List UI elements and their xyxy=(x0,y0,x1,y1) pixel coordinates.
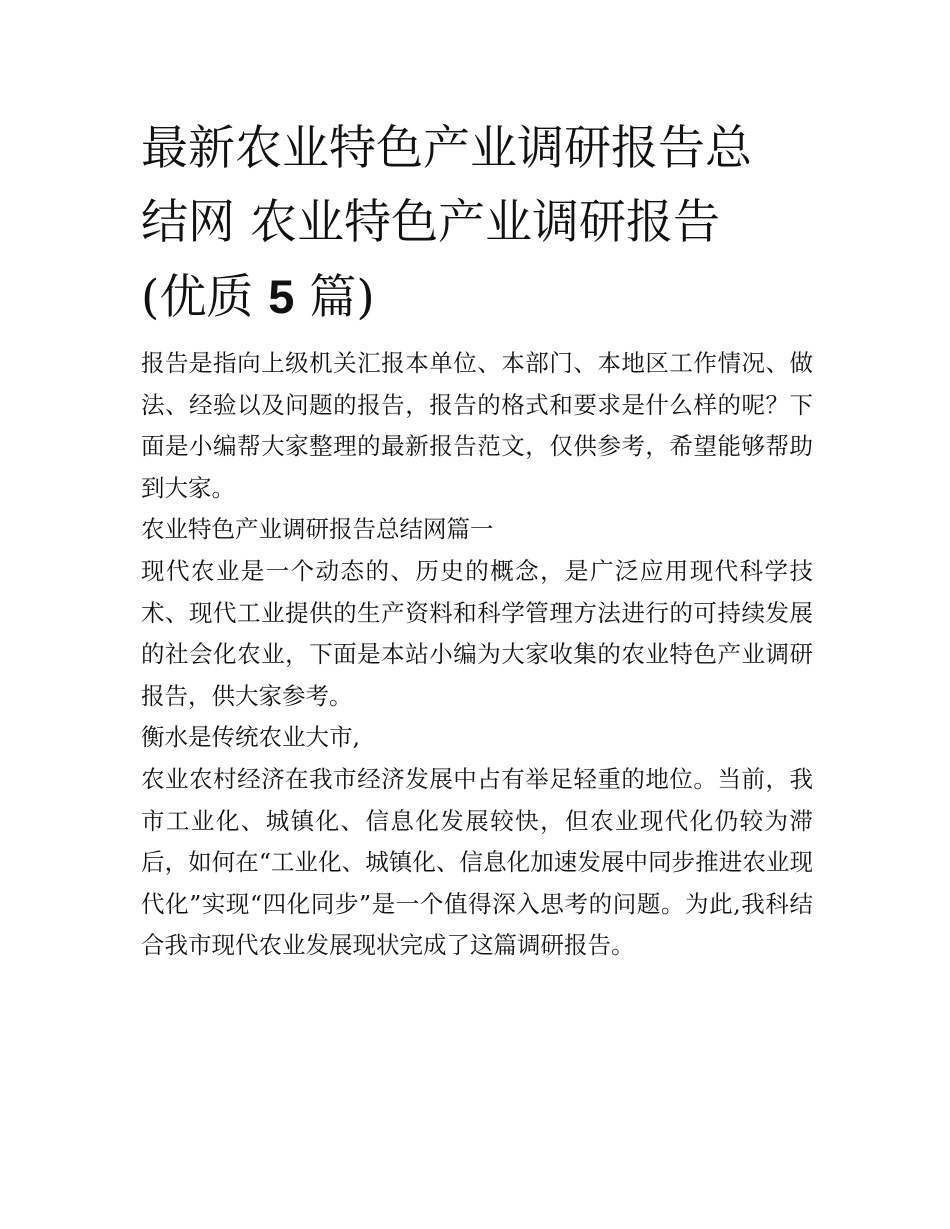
document-page xyxy=(141,112,813,967)
section-paragraph-3: 农业农村经济在我市经济发展中占有举足轻重的地位。当前，我市工业化、城镇化、信息化发展较快，但农业现代化仍较为滞后，如何在“工业化、城镇化、信息化加速发展中同步推进农业现代化”实现“四化同步”是一个值得深入思考的问题。为此,我科结合我市现代农业发展现状完成了这篇调研报告。 xyxy=(141,764,813,960)
title-line-3-prefix: (优质 xyxy=(141,270,269,325)
title-count: 5 xyxy=(268,270,295,323)
document-title xyxy=(141,112,813,335)
title-line-2: 结网 农业特色产业调研报告 xyxy=(141,195,720,250)
section-heading: 农业特色产业调研报告总结网篇一 xyxy=(141,515,494,544)
title-line-1: 最新农业特色产业调研报告总 xyxy=(141,121,752,176)
section-paragraph-2: 衡水是传统农业大市, xyxy=(141,723,360,752)
title-line-3 xyxy=(141,260,813,335)
intro-paragraph: 报告是指向上级机关汇报本单位、本部门、本地区工作情况、做法、经验以及问题的报告，报告的格式和要求是什么样的呢？下面是小编帮大家整理的最新报告范文，仅供参考，希望能够帮助到大家。 xyxy=(141,349,813,502)
document-body xyxy=(141,343,813,967)
title-line-3-suffix: 篇) xyxy=(294,270,375,325)
section-paragraph-1: 现代农业是一个动态的、历史的概念，是广泛应用现代科学技术、现代工业提供的生产资料和科学管理方法进行的可持续发展的社会化农业，下面是本站小编为大家收集的农业特色产业调研报告，供大家参考。 xyxy=(141,556,813,710)
